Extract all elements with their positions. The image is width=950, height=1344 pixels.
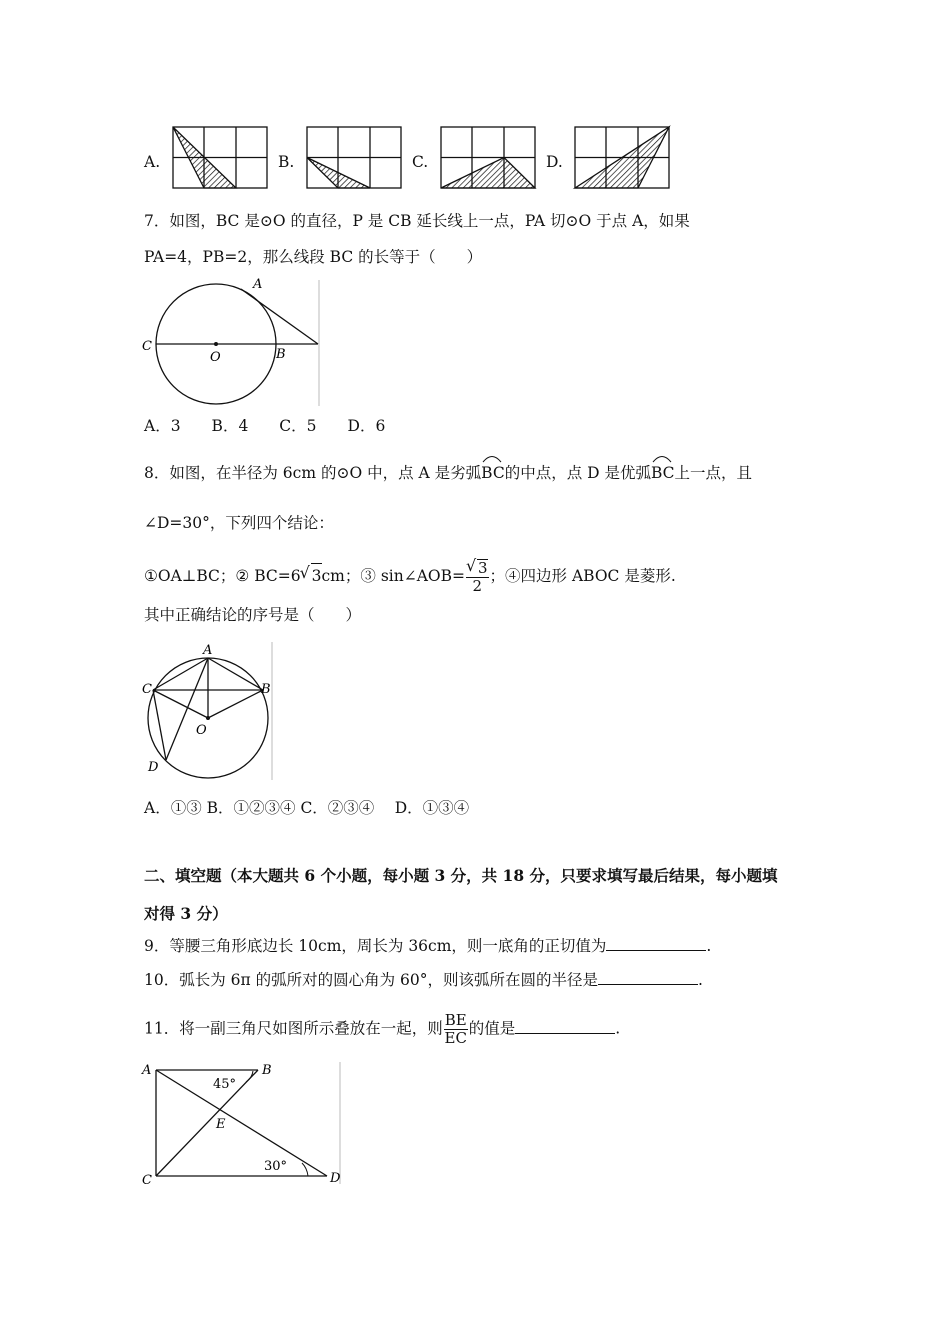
q8-line2: ∠D=30°，下列四个结论：	[144, 514, 334, 532]
q8-arc-bc-1: BC	[481, 463, 505, 483]
q11-label-d: D	[330, 1171, 341, 1186]
q11-angle-45: 45°	[213, 1077, 237, 1092]
q11: 11．将一副三角尺如图所示叠放在一起，则 $\frac{BE}{EC}$ 的值是 .	[144, 1011, 621, 1047]
q8-figure	[140, 638, 290, 788]
q7-label-b: B	[276, 347, 286, 362]
q8-line1-c: 上一点，且	[674, 464, 753, 482]
q8-line1	[144, 463, 752, 483]
q8-line4: 其中正确结论的序号是（ ）	[144, 606, 362, 624]
grid-b	[307, 127, 401, 188]
option-b-label: B.	[278, 153, 295, 171]
q8-conclusions: ①OA⊥BC；② BC=6√ 3cm；③ sin∠AOB= √ $\frac{3}{2}$ ；④四边形 ABOC 是菱形.	[144, 559, 676, 595]
q8-label-a: A	[203, 643, 213, 658]
q7-line1: 7．如图，BC 是⊙O 的直径，P 是 CB 延长线上一点，PA 切⊙O 于点 A，如果	[144, 212, 690, 230]
q11-fraction: $\frac{BE}{EC}$	[444, 1011, 467, 1047]
triangle-c	[441, 158, 535, 189]
q7-center-dot	[214, 342, 218, 346]
q11-label-b: B	[262, 1063, 272, 1078]
q8-label-b: B	[261, 682, 271, 697]
q8-line1-b: 的中点，点 D 是优弧	[504, 464, 651, 482]
q11-angle-30: 30°	[264, 1159, 288, 1174]
arc-mark-icon	[481, 451, 503, 463]
q8-line1-a: 8．如图，在半径为 6cm 的⊙O 中，点 A 是劣弧	[144, 464, 482, 482]
q11-figure	[140, 1058, 350, 1188]
option-c-label: C.	[412, 153, 429, 171]
q7-options: A．3 B．4 C．5 D．6	[144, 417, 386, 435]
q7-label-o: O	[210, 350, 221, 365]
q8-options: A．①③ B．①②③④ C．②③④ D．①③④	[144, 799, 470, 817]
q7-label-c: C	[142, 339, 152, 354]
option-d-label: D.	[546, 153, 563, 171]
q11-answer-blank[interactable]	[515, 1019, 615, 1034]
q8-fraction: √ $\frac{3}{2}$	[466, 559, 489, 595]
q7-label-a: A	[253, 277, 263, 292]
q8-label-o: O	[196, 723, 207, 738]
q10-answer-blank[interactable]	[598, 970, 698, 985]
q11-label-c: C	[142, 1173, 152, 1188]
arc-mark-icon	[651, 451, 673, 463]
q11-label-e: E	[216, 1117, 226, 1132]
q8-arc-bc-2: BC	[651, 463, 675, 483]
q9-answer-blank[interactable]	[606, 936, 706, 951]
q10: 10．弧长为 6π 的弧所对的圆心角为 60°，则该弧所在圆的半径是 .	[144, 971, 703, 989]
section2-title-line2: 对得 3 分）	[144, 904, 228, 923]
q9: 9．等腰三角形底边长 10cm，周长为 36cm，则一底角的正切值为 .	[144, 937, 712, 955]
q11-label-a: A	[142, 1063, 152, 1078]
q7-tangent-line	[241, 289, 318, 344]
q7-line2: PA=4，PB=2，那么线段 BC 的长等于（ ）	[144, 248, 483, 266]
q8-sqrt: √ 3	[311, 563, 322, 588]
q8-label-d: D	[148, 760, 159, 775]
option-a-label: A.	[144, 153, 161, 171]
q8-label-c: C	[142, 682, 152, 697]
q7-figure	[140, 278, 340, 408]
section2-title-line1: 二、填空题（本大题共 6 个小题，每小题 3 分，共 18 分，只要求填写最后结果，每小题填	[144, 866, 778, 885]
q6-figures	[0, 0, 950, 200]
